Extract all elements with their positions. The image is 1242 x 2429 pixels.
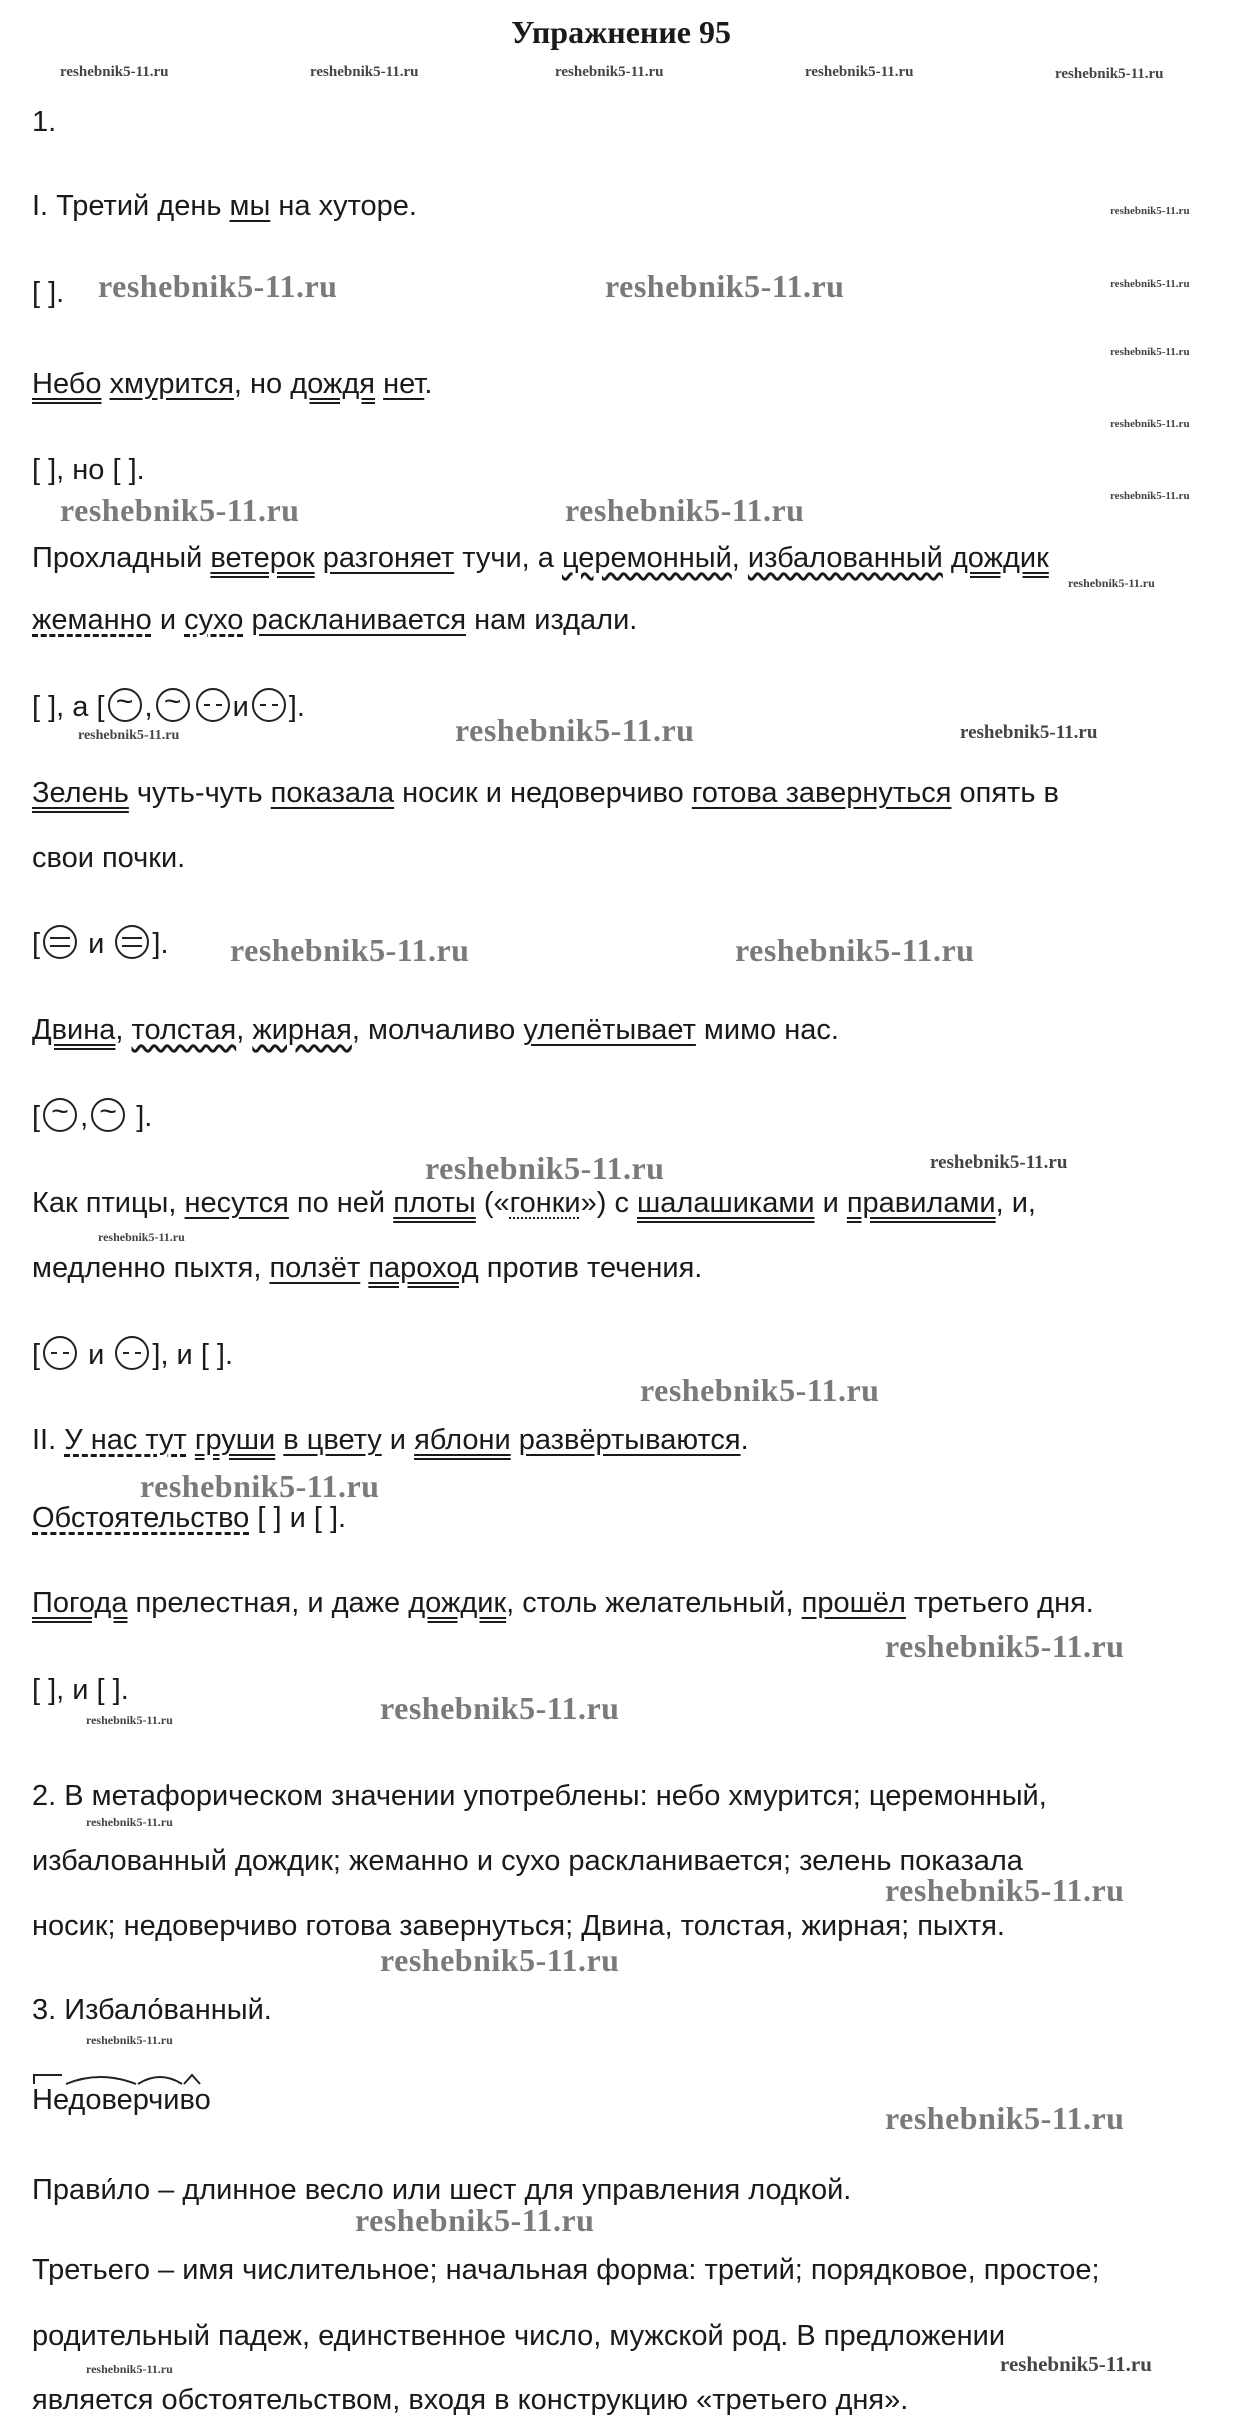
sentence-3-line-1: Прохладный ветерок разгоняет тучи, а церемонный, избалованный дождик [32,542,1049,574]
sentence-6-line-1: Как птицы, несутся по ней плоты («гонки») с шалашиками и правилами, и, [32,1187,1036,1219]
task-3-line-5: родительный падеж, единственное число, мужской род. В предложении [32,2320,1006,2352]
watermark: reshebnik5-11.ru [1110,418,1190,430]
task-3-line-3: Прави́ло – длинное весло или шест для управления лодкой. [32,2174,852,2206]
scheme-1: [ ]. [32,277,65,309]
watermark: reshebnik5-11.ru [1110,490,1190,502]
watermark: reshebnik5-11.ru [605,268,845,304]
subject-circle-icon [115,925,149,959]
adverbial-circle-icon [43,1336,77,1370]
watermark: reshebnik5-11.ru [1000,2352,1152,2376]
watermark: reshebnik5-11.ru [1055,66,1164,82]
task-3-line-1: 3. Избало́ванный. [32,1994,272,2026]
watermark: reshebnik5-11.ru [86,1713,173,1727]
sentence-7-note: Обстоятельство [ ] и [ ]. [32,1502,347,1534]
watermark: reshebnik5-11.ru [98,268,338,304]
definition-circle-icon [108,688,142,722]
task-2-line-1: 2. В метафорическом значении употреблены: небо хмурится; церемонный, [32,1780,1047,1812]
sentence-7: II. У нас тут груши в цвету и яблони развёртываются. [32,1424,749,1456]
scheme-6: [ и ], и [ ]. [32,1336,233,1373]
watermark: reshebnik5-11.ru [1110,278,1190,290]
sentence-4-line-2: свои почки. [32,842,186,874]
watermark: reshebnik5-11.ru [86,2362,173,2376]
scheme-8: [ ], и [ ]. [32,1674,129,1706]
task-3-line-6: является обстоятельством, входя в конструкцию «третьего дня». [32,2384,909,2416]
watermark: reshebnik5-11.ru [885,2100,1125,2136]
sentence-3-line-2: жеманно и сухо раскланивается нам издали. [32,604,638,636]
adverbial-circle-icon [196,688,230,722]
watermark: reshebnik5-11.ru [60,492,300,528]
adverbial-circle-icon [252,688,286,722]
watermark: reshebnik5-11.ru [565,492,805,528]
watermark: reshebnik5-11.ru [885,1628,1125,1664]
watermark: reshebnik5-11.ru [735,932,975,968]
scheme-5: [~ ,~ ]. [32,1098,152,1135]
morpheme-marks-icon [32,2072,242,2086]
task-2-line-2: избалованный дождик; жеманно и сухо раскланивается; зелень показала [32,1845,1023,1877]
watermark: reshebnik5-11.ru [140,1468,380,1504]
watermark: reshebnik5-11.ru [380,1942,620,1978]
watermark: reshebnik5-11.ru [885,1872,1125,1908]
sentence-4-line-1: Зелень чуть-чуть показала носик и недоверчиво готова завернуться опять в [32,777,1059,809]
watermark: reshebnik5-11.ru [455,712,695,748]
watermark: reshebnik5-11.ru [555,64,664,80]
task-2-line-3: носик; недоверчиво готова завернуться; Двина, толстая, жирная; пыхтя. [32,1910,1005,1942]
watermark: reshebnik5-11.ru [380,1690,620,1726]
watermark: reshebnik5-11.ru [960,722,1098,743]
definition-circle-icon [156,688,190,722]
morpheme-analysis: Недоверчиво [32,2082,211,2118]
watermark: reshebnik5-11.ru [805,64,914,80]
definition-circle-icon [91,1098,125,1132]
watermark: reshebnik5-11.ru [86,1815,173,1829]
watermark: reshebnik5-11.ru [355,2202,595,2238]
watermark: reshebnik5-11.ru [78,728,180,743]
watermark: reshebnik5-11.ru [98,1230,185,1244]
sentence-5: Двина, толстая, жирная, молчаливо улепётывает мимо нас. [32,1014,839,1046]
watermark: reshebnik5-11.ru [930,1152,1068,1173]
watermark: reshebnik5-11.ru [60,64,169,80]
watermark: reshebnik5-11.ru [425,1150,665,1186]
task-3-line-4: Третьего – имя числительное; начальная форма: третий; порядковое, простое; [32,2254,1100,2286]
watermark: reshebnik5-11.ru [640,1372,880,1408]
watermark: reshebnik5-11.ru [1110,205,1190,217]
page-title: Упражнение 95 [510,14,731,50]
watermark: reshebnik5-11.ru [1110,346,1190,358]
scheme-4: [ и ]. [32,925,169,962]
sentence-1: I. Третий день мы на хуторе. [32,190,417,222]
scheme-3: [ ], а [~ ,~ и ]. [32,688,305,725]
definition-circle-icon [43,1098,77,1132]
adverbial-circle-icon [115,1336,149,1370]
sentence-6-line-2: медленно пыхтя, ползёт пароход против течения. [32,1252,703,1284]
watermark: reshebnik5-11.ru [310,64,419,80]
task-number: 1. [32,106,57,138]
sentence-8: Погода прелестная, и даже дождик, столь желательный, прошёл третьего дня. [32,1587,1094,1619]
watermark: reshebnik5-11.ru [230,932,470,968]
morpheme-word [32,2082,211,2118]
sentence-2: Небо хмурится, но дождя нет. [32,368,433,400]
subject-circle-icon [43,925,77,959]
watermark: reshebnik5-11.ru [86,2033,173,2047]
scheme-2: [ ], но [ ]. [32,454,145,486]
watermark: reshebnik5-11.ru [1068,576,1155,590]
